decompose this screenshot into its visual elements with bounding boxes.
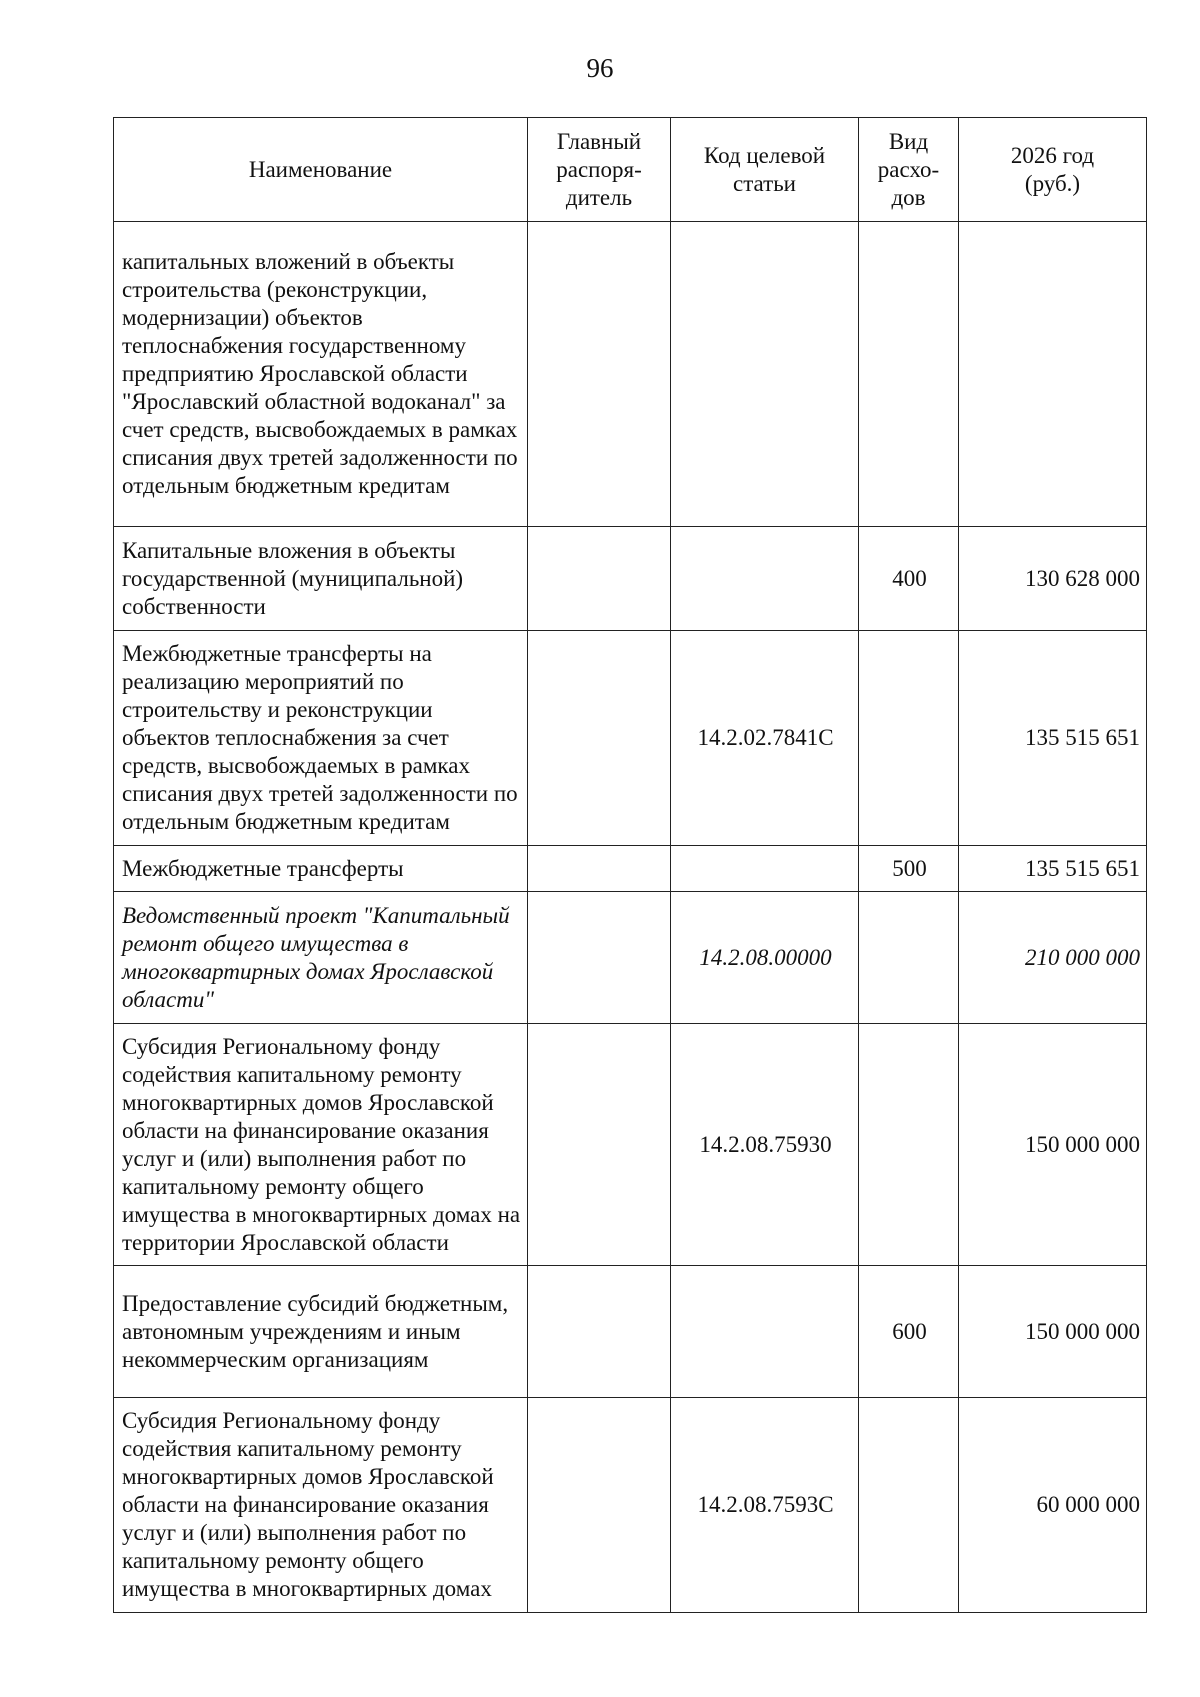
row-code: 14.2.02.7841С — [671, 631, 859, 846]
header-admin: Главный распоря- дитель — [528, 118, 671, 222]
table-row — [114, 1024, 1147, 1266]
table-row — [114, 222, 1147, 527]
row-type — [859, 1024, 959, 1266]
row-amount: 150 000 000 — [959, 1266, 1147, 1398]
row-code: 14.2.08.00000 — [671, 892, 859, 1024]
row-name: Ведомственный проект "Капитальный ремонт общего имущества в многоквартирных домах Ярославской области" — [114, 892, 528, 1024]
row-admin — [528, 1398, 671, 1613]
row-admin — [528, 846, 671, 892]
row-type — [859, 892, 959, 1024]
table-row — [114, 631, 1147, 846]
header-type: Вид расхо- дов — [859, 118, 959, 222]
row-amount: 130 628 000 — [959, 527, 1147, 631]
row-admin — [528, 892, 671, 1024]
row-admin — [528, 527, 671, 631]
row-name: Субсидия Региональному фонду содействия капитальному ремонту многоквартирных домов Ярославской области на финансирование оказания услуг и (или) выполнения работ по капитальному ремонту общего имущества в многоквартирных домах — [114, 1398, 528, 1613]
table-row — [114, 892, 1147, 1024]
table-row — [114, 1266, 1147, 1398]
row-admin — [528, 631, 671, 846]
row-admin — [528, 1266, 671, 1398]
row-amount: 210 000 000 — [959, 892, 1147, 1024]
row-name: Межбюджетные трансферты на реализацию мероприятий по строительству и реконструкции объектов теплоснабжения за счет средств, высвобождаемых в рамках списания двух третей задолженности по отдельным бюджетным кредитам — [114, 631, 528, 846]
row-code: 14.2.08.75930 — [671, 1024, 859, 1266]
row-code — [671, 1266, 859, 1398]
table-row — [114, 846, 1147, 892]
page-number: 96 — [586, 53, 614, 83]
row-code — [671, 527, 859, 631]
budget-table — [113, 117, 1147, 1613]
table-header-row — [114, 118, 1147, 222]
row-admin — [528, 1024, 671, 1266]
row-code — [671, 846, 859, 892]
row-amount: 135 515 651 — [959, 631, 1147, 846]
row-type: 400 — [859, 527, 959, 631]
row-type — [859, 1398, 959, 1613]
row-name: Межбюджетные трансферты — [114, 846, 528, 892]
row-type: 600 — [859, 1266, 959, 1398]
row-name: капитальных вложений в объекты строительства (реконструкции, модернизации) объектов теплоснабжения государственному предприятию Ярославской области "Ярославский областной водоканал" за счет средств, высвобождаемых в рамках списания двух третей задолженности по отдельным бюджетным кредитам — [114, 222, 528, 527]
table-row — [114, 1398, 1147, 1613]
table-row — [114, 527, 1147, 631]
row-amount: 150 000 000 — [959, 1024, 1147, 1266]
header-name: Наименование — [114, 118, 528, 222]
row-amount — [959, 222, 1147, 527]
header-amount: 2026 год (руб.) — [959, 118, 1147, 222]
row-amount: 60 000 000 — [959, 1398, 1147, 1613]
row-name: Субсидия Региональному фонду содействия капитальному ремонту многоквартирных домов Ярославской области на финансирование оказания услуг и (или) выполнения работ по капитальному ремонту общего имущества в многоквартирных домах на территории Ярославской области — [114, 1024, 528, 1266]
row-code — [671, 222, 859, 527]
row-code: 14.2.08.7593С — [671, 1398, 859, 1613]
header-code: Код целевой статьи — [671, 118, 859, 222]
row-name: Капитальные вложения в объекты государственной (муниципальной) собственности — [114, 527, 528, 631]
row-type: 500 — [859, 846, 959, 892]
row-admin — [528, 222, 671, 527]
row-type — [859, 222, 959, 527]
row-name: Предоставление субсидий бюджетным, автономным учреждениям и иным некоммерческим организациям — [114, 1266, 528, 1398]
row-amount: 135 515 651 — [959, 846, 1147, 892]
row-type — [859, 631, 959, 846]
